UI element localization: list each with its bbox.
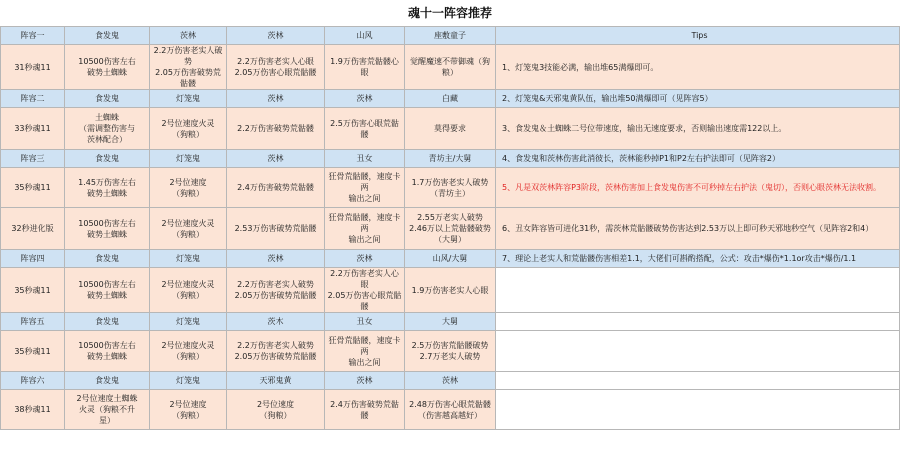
lineup-cell: 2.2万伤害破势荒骷髅 [227,108,325,150]
lineup-table [0,26,900,430]
lineup-cell: 2.2万伤害老实人破势 2.05万伤害破势荒骷髅 [227,331,325,372]
lineup-cell: 2号位速度 （狗粮） [150,168,227,208]
lineup-cell: 食发鬼 [65,313,150,331]
lineup-cell: 2.4万伤害破势荒骷髅 [227,168,325,208]
lineup-detail-row [1,45,900,90]
lineup-cell: 山风/大舅 [405,250,496,268]
lineup-cell: 山风 [325,27,405,45]
tip-cell: 7、理论上老实人和荒骷髅伤害相差1.1，大佬们可斟酌搭配，公式：攻击*爆伤*1.1or攻击*爆伤/1.1 [496,250,900,268]
lineup-cell: 食发鬼 [65,90,150,108]
lineup-cell: 丑女 [325,150,405,168]
lineup-cell: 2.5万伤害心眼荒骷髅 [325,108,405,150]
row-label-cell: 35秒魂11 [1,331,65,372]
lineup-detail-row [1,108,900,150]
lineup-cell: 狂骨荒骷髅，速度卡两 输出之间 [325,331,405,372]
lineup-cell: 茨林 [325,90,405,108]
tip-cell: 2、灯笼鬼&天邪鬼黄队伍，输出堆50满爆即可（见阵容5） [496,90,900,108]
lineup-cell: 2号位速度 （狗粮） [150,390,227,430]
lineup-cell: 1.7万伤害老实人破势 （青坊主） [405,168,496,208]
lineup-cell: 2.2万伤害老实人破势 2.05万伤害破势荒骷髅 [227,268,325,313]
lineup-cell: 10500伤害左右 破势土蜘蛛 [65,268,150,313]
lineup-header-row [1,313,900,331]
lineup-cell: 灯笼鬼 [150,372,227,390]
lineup-cell: 2.2万伤害老实人破势 2.05万伤害破势荒骷髅 [150,45,227,90]
lineup-cell: 2号位速度火灵 （狗粮） [150,208,227,250]
lineup-cell: 茨林 [227,90,325,108]
row-label-cell: 35秒魂11 [1,268,65,313]
lineup-cell: 茨林 [325,372,405,390]
tip-cell [496,313,900,331]
lineup-cell: 灯笼鬼 [150,250,227,268]
lineup-cell: 觉醒魔速不带御魂（狗粮） [405,45,496,90]
tip-cell: 5、凡是双茨林阵容P3阶段，茨林伤害加上食发鬼伤害不可秒掉左右护法（鬼切），否则心眼茨林无法收割。 [496,168,900,208]
lineup-cell: 食发鬼 [65,372,150,390]
lineup-header-row [1,27,900,45]
lineup-cell: 1.45万伤害左右 破势土蜘蛛 [65,168,150,208]
lineup-cell: 茨林 [150,27,227,45]
lineup-cell: 座敷童子 [405,27,496,45]
row-label-cell: 阵容二 [1,90,65,108]
lineup-cell: 白藏 [405,90,496,108]
row-label-cell: 38秒魂11 [1,390,65,430]
row-label-cell: 阵容六 [1,372,65,390]
row-label-cell: 32秒进化版 [1,208,65,250]
lineup-cell: 2号位速度火灵 （狗粮） [150,268,227,313]
lineup-cell: 食发鬼 [65,27,150,45]
row-label-cell: 阵容一 [1,27,65,45]
row-label-cell: 阵容五 [1,313,65,331]
lineup-detail-row [1,168,900,208]
lineup-cell: 天邪鬼黄 [227,372,325,390]
lineup-cell: 2.5万伤害荒骷髅破势 2.7万老实人破势 [405,331,496,372]
lineup-header-row [1,250,900,268]
tip-cell [496,372,900,390]
lineup-cell: 灯笼鬼 [150,90,227,108]
row-label-cell: 阵容三 [1,150,65,168]
lineup-cell: 大舅 [405,313,496,331]
lineup-cell: 食发鬼 [65,250,150,268]
lineup-cell: 茨木 [227,313,325,331]
lineup-cell: 茨林 [227,250,325,268]
lineup-cell: 茨林 [227,150,325,168]
lineup-cell: 青坊主/大舅 [405,150,496,168]
tip-cell: Tips [496,27,900,45]
tip-cell [496,268,900,313]
lineup-cell: 2号位速度火灵 （狗粮） [150,108,227,150]
lineup-cell: 1.9万伤害老实人心眼 [405,268,496,313]
lineup-cell: 10500伤害左右 破势土蜘蛛 [65,45,150,90]
lineup-header-row [1,372,900,390]
lineup-cell: 狂骨荒骷髅，速度卡两 输出之间 [325,168,405,208]
row-label-cell: 31秒魂11 [1,45,65,90]
lineup-cell: 狂骨荒骷髅，速度卡两 输出之间 [325,208,405,250]
lineup-cell: 食发鬼 [65,150,150,168]
page-title: 魂十一阵容推荐 [407,6,492,20]
lineup-cell: 2.48万伤害心眼荒骷髅 （伤害越高越好） [405,390,496,430]
lineup-detail-row [1,268,900,313]
lineup-cell: 2号位速度 （狗粮） [227,390,325,430]
tip-cell: 4、食发鬼和茨林伤害此消彼长，茨林能秒掉P1和P2左右护法即可（见阵容2） [496,150,900,168]
lineup-header-row [1,150,900,168]
tip-cell [496,390,900,430]
lineup-cell: 2号位速度火灵 （狗粮） [150,331,227,372]
lineup-cell: 10500伤害左右 破势土蜘蛛 [65,331,150,372]
lineup-cell: 土蜘蛛 （需调整伤害与 茨林配合） [65,108,150,150]
lineup-cell: 茨林 [227,27,325,45]
lineup-cell: 1.9万伤害荒骷髅心眼 [325,45,405,90]
lineup-cell: 2.2万伤害老实人心眼 2.05万伤害心眼荒骷髅 [325,268,405,313]
lineup-detail-row [1,208,900,250]
lineup-header-row [1,90,900,108]
tip-cell [496,331,900,372]
row-label-cell: 35秒魂11 [1,168,65,208]
lineup-detail-row [1,331,900,372]
lineup-cell: 灯笼鬼 [150,150,227,168]
row-label-cell: 33秒魂11 [1,108,65,150]
lineup-cell: 2.2万伤害老实人心眼 2.05万伤害心眼荒骷髅 [227,45,325,90]
lineup-cell: 2.53万伤害破势荒骷髅 [227,208,325,250]
lineup-cell: 10500伤害左右 破势土蜘蛛 [65,208,150,250]
lineup-cell: 2号位速度土蜘蛛 火灵（狗粮不升 星） [65,390,150,430]
tip-cell: 1、灯笼鬼3技能必满，输出堆65满爆即可。 [496,45,900,90]
lineup-cell: 茨林 [325,250,405,268]
lineup-cell: 2.4万伤害破势荒骷髅 [325,390,405,430]
lineup-cell: 2.55万老实人破势 2.46万以上荒骷髅破势 （大舅） [405,208,496,250]
row-label-cell: 阵容四 [1,250,65,268]
lineup-cell: 灯笼鬼 [150,313,227,331]
lineup-detail-row [1,390,900,430]
tip-cell: 3、食发鬼＆土蜘蛛二号位带速度，输出无速度要求，否则输出速度需122以上。 [496,108,900,150]
tip-cell: 6、丑女阵容皆可进化31秒，需茨林荒骷髅破势伤害达到2.53万以上即可秒天邪地秒空气（见阵容2和4） [496,208,900,250]
lineup-cell: 丑女 [325,313,405,331]
lineup-cell: 茨林 [405,372,496,390]
lineup-cell: 莫得要求 [405,108,496,150]
